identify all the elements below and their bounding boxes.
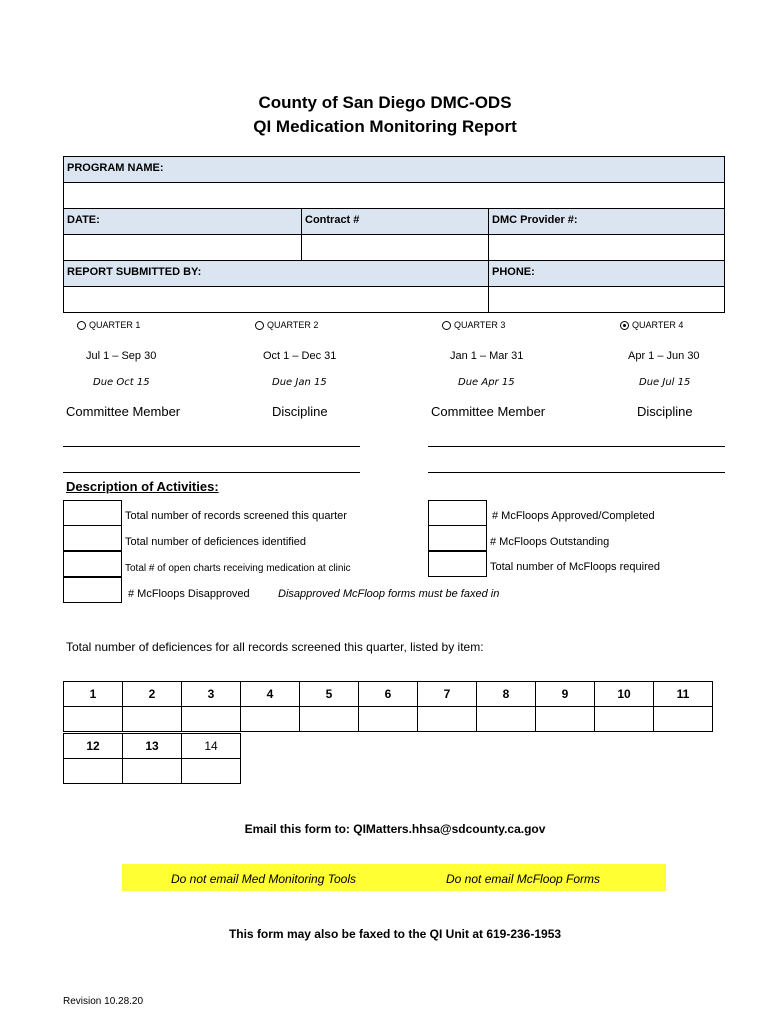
deficiencies-heading: Total number of deficiences for all records screened this quarter, listed by item: (66, 640, 484, 654)
quarter-3-due: Due Apr 15 (458, 377, 515, 388)
fax-instruction: This form may also be faxed to the QI Unit at 619-236-1953 (228, 927, 562, 941)
title-line-2: QI Medication Monitoring Report (253, 117, 517, 136)
item-count-field[interactable] (182, 759, 241, 784)
item-number: 14 (182, 734, 241, 759)
quarter-4-radio[interactable] (620, 320, 683, 330)
records-screened-field[interactable] (63, 500, 122, 526)
radio-unselected-icon (255, 321, 264, 330)
quarter-2-range: Oct 1 – Dec 31 (263, 350, 337, 362)
item-count-field[interactable] (123, 707, 182, 732)
committee-line[interactable] (428, 446, 725, 447)
discipline-heading-2: Discipline (637, 404, 693, 419)
date-field[interactable] (63, 234, 302, 261)
item-count-field[interactable] (64, 759, 123, 784)
item-number: 12 (64, 734, 123, 759)
mcfloops-required-label: Total number of McFloops required (490, 561, 660, 573)
item-number: 1 (64, 682, 123, 707)
phone-label-cell (488, 260, 725, 287)
warning-med-tools: Do not email Med Monitoring Tools (171, 872, 356, 886)
item-count-field[interactable] (123, 759, 182, 784)
table-row (64, 682, 713, 707)
item-count-field[interactable] (595, 707, 654, 732)
open-charts-field[interactable] (63, 551, 122, 577)
quarter-1-range: Jul 1 – Sep 30 (86, 350, 157, 362)
contract-field[interactable] (301, 234, 489, 261)
warning-banner (122, 864, 666, 891)
radio-unselected-icon (77, 321, 86, 330)
mcfloops-approved-label: # McFloops Approved/Completed (492, 510, 655, 522)
quarter-4-due: Due Jul 15 (639, 377, 691, 388)
quarter-1-due: Due Oct 15 (93, 377, 150, 388)
item-number: 9 (536, 682, 595, 707)
item-number: 7 (418, 682, 477, 707)
provider-label-cell (488, 208, 725, 235)
deficiency-grid-1 (63, 681, 713, 732)
submitted-by-label-cell (63, 260, 489, 287)
item-number: 13 (123, 734, 182, 759)
committee-member-heading-1: Committee Member (66, 404, 181, 419)
phone-field[interactable] (488, 286, 725, 313)
quarter-2-due: Due Jan 15 (272, 377, 327, 388)
quarter-2-label: QUARTER 2 (267, 320, 319, 330)
quarter-1-radio[interactable] (77, 320, 140, 330)
item-count-field[interactable] (418, 707, 477, 732)
mcfloops-disapproved-label: # McFloops Disapproved (128, 588, 250, 600)
quarter-3-label: QUARTER 3 (454, 320, 506, 330)
mcfloops-disapproved-field[interactable] (63, 577, 122, 603)
item-count-field[interactable] (64, 707, 123, 732)
mcfloops-required-field[interactable] (428, 551, 487, 577)
phone-label: PHONE: (492, 266, 535, 278)
submitted-by-field[interactable] (63, 286, 489, 313)
radio-unselected-icon (442, 321, 451, 330)
quarter-2-radio[interactable] (255, 320, 318, 330)
provider-field[interactable] (488, 234, 725, 261)
quarter-1-label: QUARTER 1 (89, 320, 141, 330)
table-row (64, 734, 241, 759)
mcfloops-outstanding-label: # McFloops Outstanding (490, 536, 610, 548)
program-name-label: PROGRAM NAME: (67, 162, 164, 174)
item-number: 4 (241, 682, 300, 707)
provider-label: DMC Provider #: (492, 214, 578, 226)
deficiences-identified-label: Total number of deficiences identified (125, 536, 306, 548)
mcfloops-outstanding-field[interactable] (428, 525, 487, 551)
date-label: DATE: (67, 214, 100, 226)
contract-label-cell (301, 208, 489, 235)
item-number: 5 (300, 682, 359, 707)
item-count-field[interactable] (182, 707, 241, 732)
program-name-field[interactable] (63, 182, 725, 209)
contract-label: Contract # (305, 214, 360, 226)
committee-member-heading-2: Committee Member (431, 404, 546, 419)
item-number: 2 (123, 682, 182, 707)
item-count-field[interactable] (241, 707, 300, 732)
committee-line[interactable] (63, 472, 360, 473)
item-count-field[interactable] (536, 707, 595, 732)
program-name-label-cell (63, 156, 725, 183)
title-line-1: County of San Diego DMC-ODS (258, 93, 512, 112)
mcfloops-approved-field[interactable] (428, 500, 487, 526)
item-number: 11 (654, 682, 713, 707)
deficiences-identified-field[interactable] (63, 525, 122, 551)
records-screened-label: Total number of records screened this quarter (125, 510, 347, 522)
item-number: 8 (477, 682, 536, 707)
quarter-4-label: QUARTER 4 (632, 320, 684, 330)
committee-line[interactable] (428, 472, 725, 473)
deficiency-grid-2 (63, 733, 241, 784)
quarter-3-range: Jan 1 – Mar 31 (450, 350, 524, 362)
radio-selected-icon (620, 321, 629, 330)
quarter-4-range: Apr 1 – Jun 30 (628, 350, 700, 362)
disapproved-note: Disapproved McFloop forms must be faxed in (278, 588, 500, 600)
item-count-field[interactable] (654, 707, 713, 732)
open-charts-label: Total # of open charts receiving medication at clinic (125, 563, 351, 574)
item-count-field[interactable] (477, 707, 536, 732)
item-number: 10 (595, 682, 654, 707)
item-count-field[interactable] (359, 707, 418, 732)
table-row (64, 707, 713, 732)
quarter-3-radio[interactable] (442, 320, 505, 330)
committee-line[interactable] (63, 446, 360, 447)
item-number: 6 (359, 682, 418, 707)
discipline-heading-1: Discipline (272, 404, 328, 419)
email-instruction: Email this form to: QIMatters.hhsa@sdcounty.ca.gov (244, 822, 546, 836)
table-row (64, 759, 241, 784)
item-number: 3 (182, 682, 241, 707)
submitted-by-label: REPORT SUBMITTED BY: (67, 266, 202, 278)
revision-label: Revision 10.28.20 (63, 996, 144, 1007)
item-count-field[interactable] (300, 707, 359, 732)
activities-heading: Description of Activities: (66, 479, 219, 494)
date-label-cell (63, 208, 302, 235)
warning-mcfloop: Do not email McFloop Forms (446, 872, 601, 886)
